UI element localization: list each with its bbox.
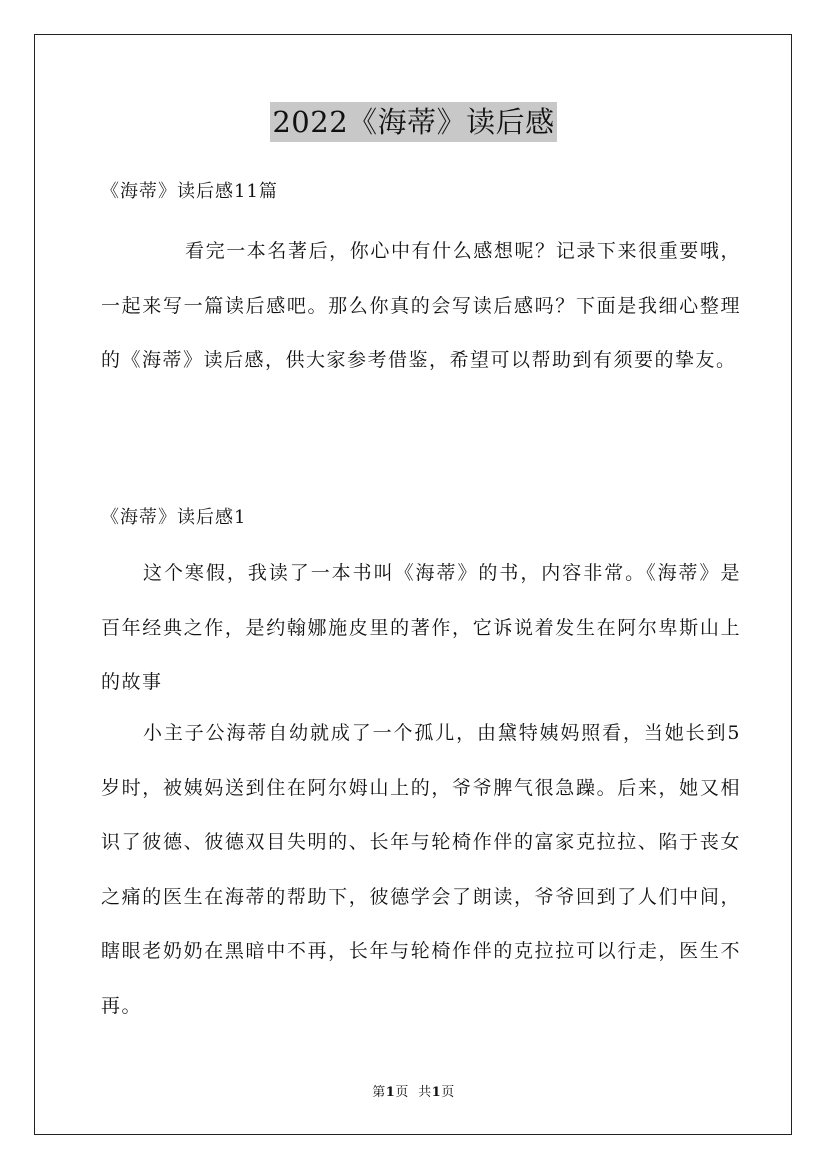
body-paragraph-1: 这个寒假，我读了一本书叫《海蒂》的书，内容非常。《海蒂》是百年经典之作，是约翰娜施皮里的著作，它诉说着发生在阿尔卑斯山上的故事	[101, 562, 741, 693]
body-paragraph-2: 小主子公海蒂自幼就成了一个孤儿，由黛特姨妈照看，当她长到5岁时，被姨妈送到住在阿尔姆山上的，爷爷脾气很急躁。后来，她又相识了彼德、彼德双目失明的、长年与轮椅作伴的富家克拉拉、陷于丧女之痛的医生在海蒂的帮助下，彼德学会了朗读，爷爷回到了人们中间，瞎眼老奶奶在黑暗中不再，长年与轮椅作伴的克拉拉可以行走，医生不再。	[101, 722, 741, 1017]
footer-page-prefix: 第	[372, 1085, 386, 1100]
section-heading: 《海蒂》读后感1	[101, 507, 247, 528]
footer-total-prefix: 共	[418, 1085, 432, 1100]
footer-page-number: 1	[385, 1085, 396, 1100]
document-subtitle: 《海蒂》读后感11篇	[101, 181, 278, 202]
footer-page-suffix: 页	[395, 1085, 409, 1100]
footer-total-suffix: 页	[441, 1085, 455, 1100]
title-container	[0, 102, 827, 142]
page-footer	[0, 1085, 827, 1101]
footer-total-number: 1	[431, 1085, 442, 1100]
document-title: 2022《海蒂》读后感	[270, 102, 556, 142]
intro-paragraph: 看完一本名著后，你心中有什么感想呢？记录下来很重要哦，一起来写一篇读后感吧。那么你真的会写读后感吗？下面是我细心整理的《海蒂》读后感，供大家参考借鉴，希望可以帮助到有须要的挚友。	[101, 240, 741, 371]
